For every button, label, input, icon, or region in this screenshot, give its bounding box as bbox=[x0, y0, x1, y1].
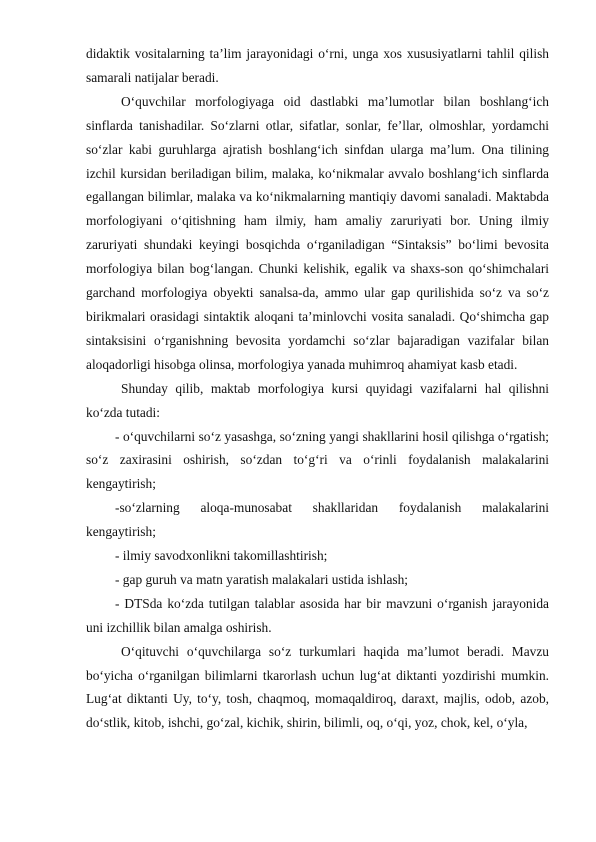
list-item-dts-requirements: - DTSda ko‘zda tutilgan talablar asosida har bir mavzuni o‘rganish jarayonida uni izchillik bilan amalga oshirish. bbox=[86, 595, 549, 635]
paragraph-vocabulary-dictation: O‘qituvchi o‘quvchilarga so‘z turkumlari haqida ma’lumot beradi. Mavzu bo‘yicha o‘rganilgan bilimlarni tkarorlash uchun lug‘at diktanti yozdirishi mumkin. Lug‘at diktanti Uy, to‘y, tosh, chaqmoq, momaqaldiroq, daraxt, majlis, odob, azob, do‘stlik, kitob, ishchi, go‘zal, kichik, shirin, bilimli, oq, o‘qi, yoz, chok, kel, o‘yla, bbox=[86, 643, 549, 731]
paragraph-intro-continuation: didaktik vositalarning ta’lim jarayonidagi o‘rni, unga xos xususiyatlarni tahlil qilish samarali natijalar beradi. bbox=[86, 46, 549, 85]
list-item-word-formation: - o‘quvchilarni so‘z yasashga, so‘zning yangi shakllarini hosil qilishga o‘rgatish; so‘z zaxirasini oshirish, so‘zdan to‘g‘ri va o‘rinli foydalanish malakalarini kengaytirish; bbox=[86, 428, 549, 492]
list-item-communication-forms: -so‘zlarning aloqa-munosabat shakllaridan foydalanish malakalarini kengaytirish; bbox=[86, 500, 549, 540]
document-page bbox=[86, 42, 549, 735]
paragraph-course-tasks-intro: Shunday qilib, maktab morfologiya kursi quyidagi vazifalarni hal qilishni ko‘zda tutadi: bbox=[86, 380, 549, 420]
list-item-sentence-text-skills: - gap guruh va matn yaratish malakalari ustida ishlash; bbox=[115, 571, 409, 587]
paragraph-morphology-overview: O‘quvchilar morfologiyaga oid dastlabki ma’lumotlar bilan boshlang‘ich sinflarda tanishadilar. So‘zlarni otlar, sifatlar, sonlar, fe’llar, olmoshlar, yordamchi so‘zlar kabi guruhlarga ajratish boshlang‘ich sinfdan ularga ma’lum. Ona tilining izchil kursidan beriladigan bilim, malaka, ko‘nikmalar avvalo boshlang‘ich sinflarda egallangan bilimlar, malaka va ko‘nikmalarning mantiqiy davomi sanaladi. Maktabda morfologiyani o‘qitishning ham ilmiy, ham amaliy zaruriyati bor. Uning ilmiy zaruriyati shundaki keyingi bosqichda o‘rganiladigan “Sintaksis” bo‘limi bevosita morfologiya bilan bog‘langan. Chunki kelishik, egalik va shaxs-son qo‘shimchalari garchand morfologiya obyekti sanalsa-da, ammo ular gap qurilishida so‘z va so‘z birikmalari orasidagi sintaktik aloqani ta’minlovchi vosita sanaladi. Qo‘shimcha gap sintaksisini o‘rganishning bevosita yordamchi so‘zlar bajaradigan vazifalar bilan aloqadorligi hisobga olinsa, morfologiya yanada muhimroq ahamiyat kasb etadi. bbox=[86, 93, 549, 372]
list-item-scientific-literacy: - ilmiy savodxonlikni takomillashtirish; bbox=[115, 548, 328, 564]
